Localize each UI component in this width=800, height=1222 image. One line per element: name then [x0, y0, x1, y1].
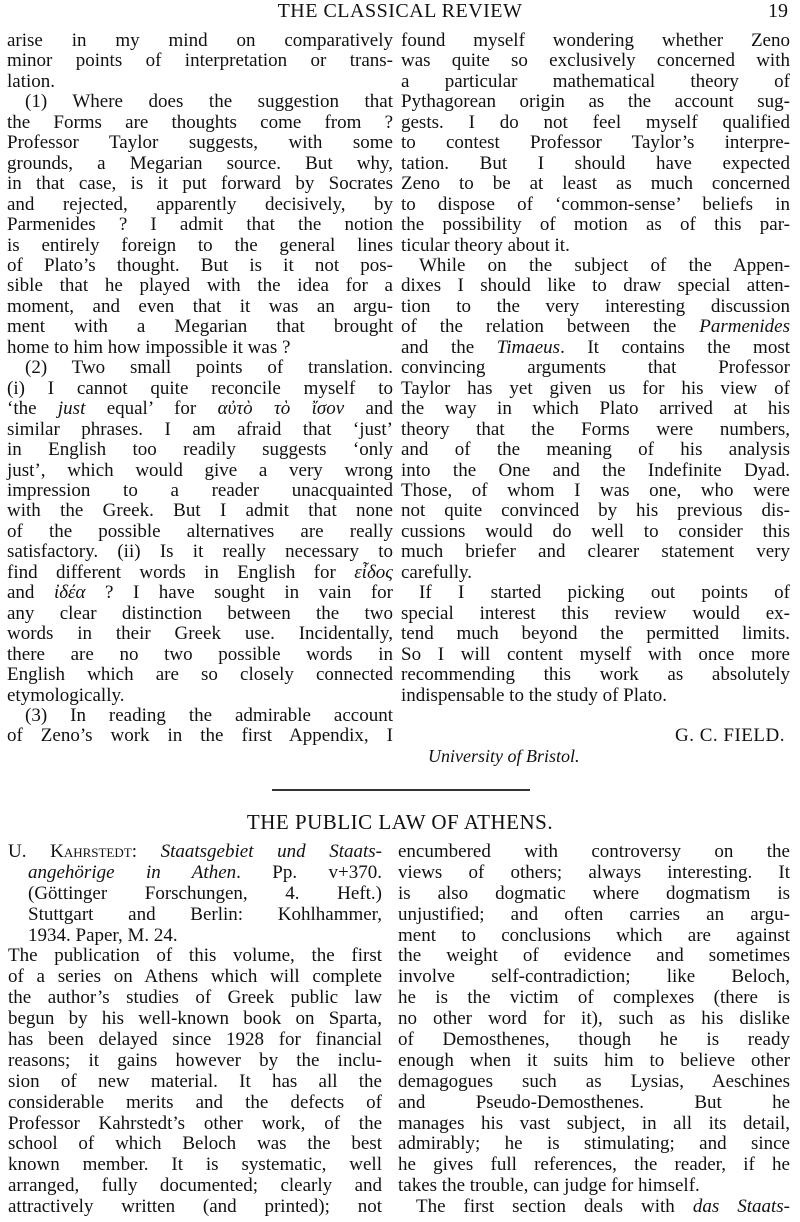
- text-line: [398, 1051, 790, 1072]
- text-line: [398, 1009, 790, 1030]
- reviewer-affiliation: University of Bristol.: [428, 746, 580, 766]
- text-run: impression to a reader unacquainted: [7, 479, 393, 501]
- text-run: of the possible alternatives are really: [7, 520, 393, 542]
- italic-text: Staatsgebiet und Staats-: [160, 841, 382, 862]
- text-line: [8, 1051, 382, 1072]
- paragraph: [401, 31, 790, 256]
- text-line: [7, 154, 393, 174]
- italic-text: Parmenides: [699, 316, 790, 338]
- text-line: [401, 461, 790, 481]
- text-run: cussions would do well to consider this: [401, 520, 790, 542]
- text-run: to dispose of ‘common-sense’ beliefs in: [401, 193, 790, 215]
- text-run: in English too readily suggests ‘only: [7, 439, 393, 461]
- text-line: [398, 863, 790, 884]
- text-line: [401, 338, 790, 358]
- italic-text: Timaeus: [496, 336, 561, 358]
- text-run: 1934. Paper, M. 24.: [28, 924, 178, 946]
- text-run: sible that he played with the idea for a: [7, 275, 393, 297]
- text-run: sion of new material. It has all the: [8, 1070, 382, 1092]
- text-run: the possibility of motion as of this par-: [401, 214, 790, 236]
- text-line: [401, 297, 790, 317]
- text-run: arranged, fully documented; clearly and: [8, 1175, 382, 1197]
- small-caps-text: Kahrstedt: [50, 841, 132, 862]
- text-line: [401, 501, 790, 521]
- text-line: [7, 481, 393, 501]
- text-run: of Plato’s thought. But is it not pos-: [7, 254, 393, 276]
- text-line: [401, 624, 790, 644]
- text-run: and: [7, 582, 54, 604]
- text-run: etymologically.: [7, 684, 125, 706]
- text-run: just’, which would give a very wrong: [7, 459, 393, 481]
- text-line: [398, 884, 790, 905]
- text-line: [7, 317, 393, 337]
- text-run: and of the meaning of his analysis: [401, 439, 790, 461]
- text-run: and the: [401, 336, 497, 358]
- text-run: school of which Beloch was the best: [8, 1133, 382, 1155]
- text-run: into the One and the Indefinite Dyad.: [401, 459, 790, 481]
- text-line: [401, 72, 790, 92]
- text-line: [401, 113, 790, 133]
- article-title: THE PUBLIC LAW OF ATHENS.: [246, 810, 554, 834]
- text-line: [401, 379, 790, 399]
- text-line: [398, 967, 790, 988]
- text-line: [8, 967, 382, 988]
- text-run: of Zeno’s work in the first Appendix, I: [7, 725, 393, 747]
- text-line: [401, 440, 790, 460]
- text-line: [8, 1072, 382, 1093]
- italic-text: ἰδέα: [53, 582, 86, 604]
- text-line: [401, 133, 790, 153]
- text-run: he is the victim of complexes (there is: [398, 987, 790, 1009]
- text-line: [7, 583, 393, 603]
- text-line: [7, 31, 393, 51]
- column-top-left: [7, 31, 393, 747]
- text-run: recommending this work as absolutely: [401, 664, 790, 686]
- text-run: with the Greek. But I admit that none: [7, 500, 393, 522]
- text-line: [8, 1114, 382, 1135]
- text-run: is entirely foreign to the general lines: [7, 234, 393, 256]
- text-line: [401, 236, 790, 256]
- text-line: [8, 1030, 382, 1051]
- text-line: [398, 1176, 790, 1197]
- text-run: So I will content myself with once more: [401, 643, 790, 665]
- text-run: unjustified; and often carries an argu-: [398, 903, 790, 925]
- text-run: involve self-contradiction; like Beloch,: [398, 966, 790, 988]
- text-line: [8, 1093, 382, 1114]
- text-line: [7, 522, 393, 542]
- text-run: While on the subject of the Appen-: [419, 254, 790, 276]
- text-run: enough when it suits him to believe other: [398, 1049, 790, 1071]
- text-run: Pythagorean origin as the account sug-: [401, 91, 790, 113]
- journal-title: THE CLASSICAL REVIEW: [277, 0, 523, 22]
- text-run: tion to the very interesting discussion: [401, 295, 790, 317]
- text-run: ment with a Megarian that brought: [7, 316, 393, 338]
- text-run: he gives full references, the reader, if he: [398, 1154, 790, 1176]
- text-run: The first section deals with: [416, 1196, 693, 1218]
- text-run: ? I have sought in vain for: [85, 582, 393, 604]
- paragraph: [8, 842, 382, 946]
- italic-text: angehörige in Athen: [28, 861, 237, 883]
- text-line: [401, 420, 790, 440]
- text-run: demagogues such as Lysias, Aeschines: [398, 1070, 790, 1092]
- text-line: [401, 399, 790, 419]
- running-header: [0, 0, 800, 22]
- text-run: dixes I should like to draw special atten-: [401, 275, 790, 297]
- text-line: [401, 563, 790, 583]
- text-line: [398, 926, 790, 947]
- paragraph: [401, 256, 790, 583]
- text-line: [398, 1197, 790, 1218]
- text-line: [401, 686, 790, 706]
- text-line: [8, 1155, 382, 1176]
- text-run: ‘the: [7, 398, 58, 420]
- text-line: [398, 946, 790, 967]
- text-run: English which are so closely connected: [7, 664, 393, 686]
- text-line: [7, 501, 393, 521]
- text-line: [7, 399, 393, 419]
- text-run: gests. I do not feel myself qualified: [401, 111, 790, 133]
- text-run: minor points of interpretation or trans-: [7, 50, 393, 72]
- text-line: [7, 379, 393, 399]
- text-line: [8, 842, 382, 863]
- text-line: [7, 563, 393, 583]
- text-line: [401, 317, 790, 337]
- text-run: words in their Greek use. Incidentally,: [7, 623, 393, 645]
- text-line: [8, 1009, 382, 1030]
- text-line: [401, 276, 790, 296]
- text-line: [7, 358, 393, 378]
- text-run: moment, and even that it was an argu-: [7, 295, 393, 317]
- text-run: grounds, a Megarian source. But why,: [7, 152, 393, 174]
- text-line: [8, 905, 382, 926]
- text-line: [7, 686, 393, 706]
- text-run: Taylor has yet given us for his view of: [401, 377, 790, 399]
- text-line: [7, 195, 393, 215]
- text-run: (1) Where does the suggestion that: [25, 91, 393, 113]
- text-line: [401, 51, 790, 71]
- column-top-right: [401, 31, 790, 706]
- text-run: If I started picking out points of: [419, 582, 790, 604]
- text-run: views of others; always interesting. It: [398, 861, 790, 883]
- text-line: [8, 988, 382, 1009]
- text-line: [401, 195, 790, 215]
- text-line: [401, 215, 790, 235]
- text-run: the Forms are thoughts come from ?: [7, 111, 393, 133]
- text-line: [398, 1134, 790, 1155]
- text-line: [398, 1072, 790, 1093]
- text-run: known member. It is systematic, well: [8, 1154, 382, 1176]
- text-line: [8, 884, 382, 905]
- text-line: [401, 358, 790, 378]
- text-line: [401, 154, 790, 174]
- text-line: [7, 174, 393, 194]
- text-run: manages his vast subject, in all its detail,: [398, 1112, 790, 1134]
- text-run: . It contains the most: [560, 336, 790, 358]
- text-line: [7, 440, 393, 460]
- text-run: ticular theory about it.: [401, 234, 570, 256]
- text-line: [7, 624, 393, 644]
- text-line: [401, 665, 790, 685]
- text-run: of the relation between the: [401, 316, 700, 338]
- italic-text: εἶδος: [354, 561, 393, 583]
- text-line: [8, 1176, 382, 1197]
- text-run: Professor Kahrstedt’s other work, of the: [8, 1112, 382, 1134]
- text-line: [8, 926, 382, 947]
- text-line: [398, 842, 790, 863]
- text-run: no other word for it), such as his dislike: [398, 1008, 790, 1030]
- text-line: [401, 522, 790, 542]
- text-run: (3) In reading the admirable account: [25, 704, 393, 726]
- paragraph: [7, 31, 393, 92]
- text-run: and Pseudo-Demosthenes. But he: [398, 1091, 790, 1113]
- text-line: [398, 1030, 790, 1051]
- text-run: there are no two possible words in: [7, 643, 393, 665]
- text-run: has been delayed since 1928 for financial: [8, 1029, 382, 1051]
- text-run: tation. But I should have expected: [401, 152, 790, 174]
- text-run: arise in my mind on comparatively: [7, 30, 393, 51]
- text-run: ment to conclusions which are against: [398, 924, 790, 946]
- text-run: Those, of whom I was one, who were: [401, 479, 790, 501]
- column-bottom-right: [398, 842, 790, 1218]
- text-line: [398, 1155, 790, 1176]
- section-divider: [272, 789, 530, 791]
- text-run: considerable merits and the defects of: [8, 1091, 382, 1113]
- text-line: [7, 420, 393, 440]
- text-line: [7, 113, 393, 133]
- text-run: encumbered with controversy on the: [398, 841, 790, 862]
- text-run: reasons; it gains however by the inclu-: [8, 1049, 382, 1071]
- reviewer-signature: G. C. FIELD.: [675, 725, 785, 746]
- text-run: indispensable to the study of Plato.: [401, 684, 667, 706]
- text-run: similar phrases. I am afraid that ‘just’: [7, 418, 393, 440]
- text-run: U.: [8, 841, 51, 862]
- text-run: attractively written (and printed); not: [8, 1196, 382, 1218]
- text-line: [7, 133, 393, 153]
- text-run: equal’ for: [85, 398, 218, 420]
- text-line: [401, 174, 790, 194]
- column-bottom-left: [8, 842, 382, 1218]
- text-run: admirably; he is stimulating; and since: [398, 1133, 790, 1155]
- text-line: [398, 988, 790, 1009]
- text-line: [401, 92, 790, 112]
- text-run: and rejected, apparently decisively, by: [7, 193, 393, 215]
- text-run: begun by his well-known book on Sparta,: [8, 1008, 382, 1030]
- text-run: the weight of evidence and sometimes: [398, 945, 790, 967]
- text-run: (i) I cannot quite reconcile myself to: [7, 377, 393, 399]
- text-run: in that case, is it put forward by Socrates: [7, 173, 393, 195]
- text-line: [7, 92, 393, 112]
- text-run: of a series on Athens which will complete: [8, 966, 382, 988]
- text-run: special interest this review would ex-: [401, 602, 790, 624]
- text-line: [7, 604, 393, 624]
- text-line: [7, 276, 393, 296]
- text-run: the author’s studies of Greek public law: [8, 987, 382, 1009]
- text-line: [7, 297, 393, 317]
- text-line: [7, 665, 393, 685]
- text-run: find different words in English for: [7, 561, 355, 583]
- text-line: [7, 256, 393, 276]
- text-run: much briefer and clearer statement very: [401, 541, 790, 563]
- page-number: 19: [768, 0, 788, 22]
- paragraph: [7, 92, 393, 358]
- text-run: not quite convinced by his previous dis-: [401, 500, 790, 522]
- italic-text: das Staats-: [692, 1196, 790, 1218]
- text-run: and: [344, 398, 393, 420]
- text-run: Zeno to be at least as much concerned: [401, 173, 790, 195]
- text-run: Stuttgart and Berlin: Kohlhammer,: [28, 903, 382, 925]
- text-run: convincing arguments that Professor: [401, 357, 790, 379]
- text-line: [7, 72, 393, 92]
- text-run: to contest Professor Taylor’s interpre-: [401, 132, 790, 154]
- text-line: [398, 1093, 790, 1114]
- text-run: Professor Taylor suggests, with some: [7, 132, 393, 154]
- text-run: is also dogmatic where dogmatism is: [398, 882, 790, 904]
- text-line: [401, 256, 790, 276]
- text-line: [7, 51, 393, 71]
- text-line: [7, 461, 393, 481]
- text-run: satisfactory. (ii) Is it really necessary to: [7, 541, 393, 563]
- paragraph: [401, 583, 790, 706]
- text-run: . Pp. v+370.: [236, 861, 382, 883]
- text-line: [7, 645, 393, 665]
- text-run: a particular mathematical theory of: [401, 70, 790, 92]
- paragraph: [7, 706, 393, 747]
- text-run: tend much beyond the permitted limits.: [401, 623, 790, 645]
- text-run: theory that the Forms were numbers,: [401, 418, 790, 440]
- text-run: Parmenides ? I admit that the notion: [7, 214, 393, 236]
- text-run: The publication of this volume, the first: [8, 945, 382, 967]
- text-line: [401, 481, 790, 501]
- text-run: was quite so exclusively concerned with: [401, 50, 790, 72]
- text-run: (Göttinger Forschungen, 4. Heft.): [28, 882, 382, 904]
- text-line: [401, 604, 790, 624]
- text-run: (2) Two small points of translation.: [25, 357, 393, 379]
- paragraph: [398, 842, 790, 1197]
- paragraph: [7, 358, 393, 706]
- text-line: [8, 1134, 382, 1155]
- text-line: [401, 542, 790, 562]
- paragraph: [398, 1197, 790, 1218]
- text-run: takes the trouble, can judge for himself.: [398, 1175, 700, 1197]
- text-line: [401, 31, 790, 51]
- text-line: [401, 583, 790, 603]
- text-line: [8, 863, 382, 884]
- text-run: carefully.: [401, 561, 473, 583]
- paragraph: [8, 946, 382, 1218]
- text-line: [7, 236, 393, 256]
- text-line: [401, 645, 790, 665]
- italic-text: just: [57, 398, 86, 420]
- text-line: [8, 1197, 382, 1218]
- text-run: :: [131, 841, 161, 862]
- text-run: of Demosthenes, though he is ready: [398, 1029, 790, 1051]
- text-run: home to him how impossible it was ?: [7, 336, 291, 358]
- text-run: any clear distinction between the two: [7, 602, 393, 624]
- text-line: [7, 706, 393, 726]
- text-line: [398, 905, 790, 926]
- text-run: found myself wondering whether Zeno: [401, 30, 790, 51]
- text-run: the way in which Plato arrived at his: [401, 398, 790, 420]
- text-line: [7, 726, 393, 746]
- text-line: [398, 1114, 790, 1135]
- text-line: [7, 215, 393, 235]
- text-line: [8, 946, 382, 967]
- text-line: [7, 542, 393, 562]
- text-line: [7, 338, 393, 358]
- italic-text: αὐτὸ τὸ ἴσον: [217, 398, 345, 420]
- text-run: lation.: [7, 70, 56, 92]
